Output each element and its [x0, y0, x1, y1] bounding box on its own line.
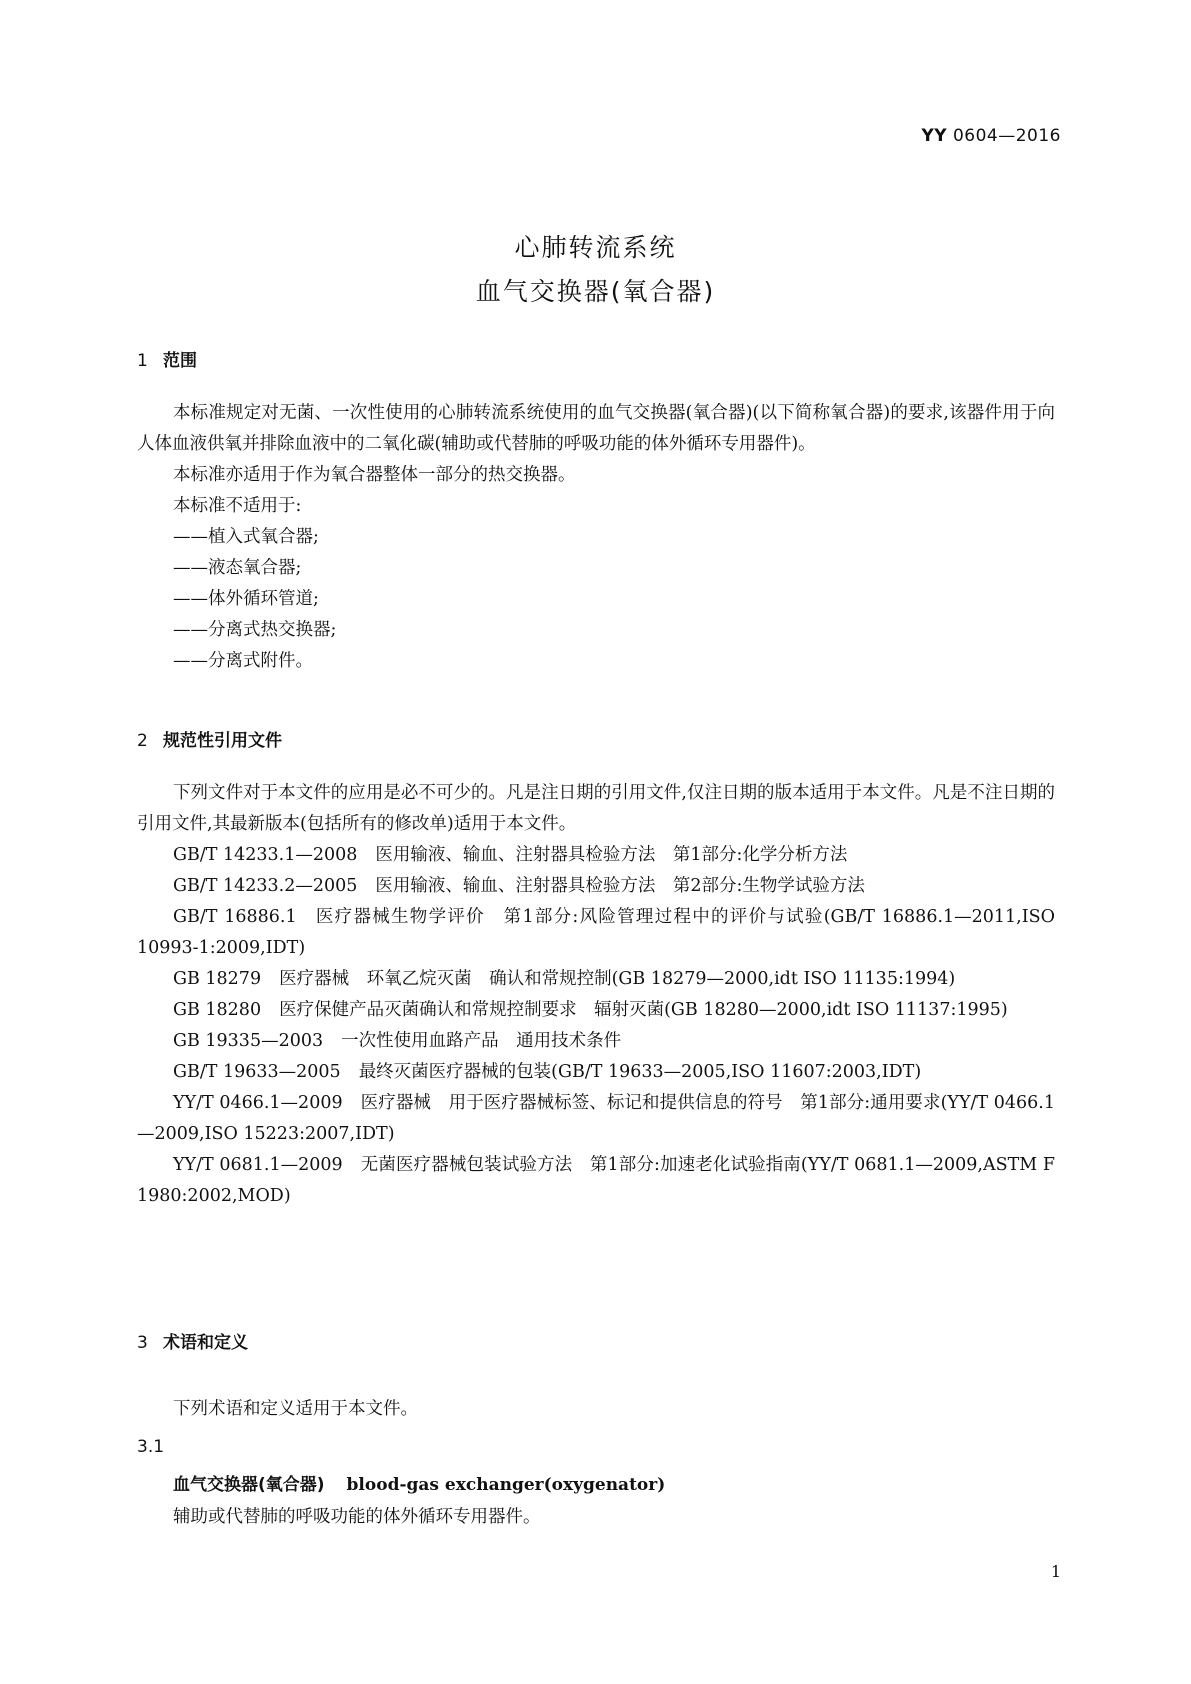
reference-entry: [137, 1088, 1055, 1150]
reference-code: YY/T 0466.1—2009: [173, 1093, 343, 1113]
standard-code: [921, 126, 1061, 146]
section1-paragraph: 本标准不适用于:: [173, 496, 302, 516]
term-number: 3.1: [137, 1437, 165, 1457]
reference-code: GB/T 16886.1: [173, 907, 297, 927]
section2-heading: [137, 726, 282, 751]
page-number: 1: [1050, 1562, 1061, 1581]
reference-entry: [137, 964, 1055, 995]
reference-entry: [137, 871, 1055, 902]
reference-code: GB/T 14233.1—2008: [173, 845, 358, 865]
reference-title: 医疗器械 用于医疗器械标签、标记和提供信息的符号 第1部分:通用要求(YY/T 0466.1—2009,ISO 15223:2007,IDT): [137, 1093, 1055, 1144]
document-title-line1: 心肺转流系统: [514, 233, 677, 262]
reference-title: 最终灭菌医疗器械的包装(GB/T 19633—2005,ISO 11607:2003,IDT): [358, 1062, 922, 1082]
section1-paragraph: 本标准规定对无菌、一次性使用的心肺转流系统使用的血气交换器(氧合器)(以下简称氧合器)的要求,该器件用于向人体血液供氧并排除血液中的二氧化碳(辅助或代替肺的呼吸功能的体外循环专用器件)。: [137, 403, 1055, 454]
exclusion-item: ——植入式氧合器;: [173, 527, 319, 547]
section1-title: 范围: [163, 351, 197, 371]
reference-title: 医疗保健产品灭菌确认和常规控制要求 辐射灭菌(GB 18280—2000,idt ISO 11137:1995): [279, 1000, 1008, 1020]
reference-entry: [137, 1057, 1055, 1088]
section3-intro: 下列术语和定义适用于本文件。: [173, 1399, 418, 1419]
reference-code: GB 18279: [173, 969, 262, 989]
exclusion-item: ——液态氧合器;: [173, 558, 302, 578]
term-heading: [173, 1470, 665, 1495]
reference-code: YY/T 0681.1—2009: [173, 1155, 343, 1175]
section1-body: [137, 398, 1055, 677]
section1-number: 1: [137, 351, 148, 371]
reference-title: 一次性使用血路产品 通用技术条件: [341, 1031, 622, 1051]
standard-code-prefix: YY: [921, 126, 948, 146]
section1-paragraph: 本标准亦适用于作为氧合器整体一部分的热交换器。: [173, 465, 576, 485]
reference-entry: [137, 1026, 1055, 1057]
term-definition: 辅助或代替肺的呼吸功能的体外循环专用器件。: [173, 1507, 541, 1527]
reference-entry: [137, 1150, 1055, 1212]
reference-title: 医用输液、输血、注射器具检验方法 第1部分:化学分析方法: [375, 845, 848, 865]
reference-title: 医用输液、输血、注射器具检验方法 第2部分:生物学试验方法: [375, 876, 865, 896]
section3-title: 术语和定义: [163, 1333, 248, 1353]
reference-title: 医疗器械生物学评价 第1部分:风险管理过程中的评价与试验(GB/T 16886.1—2011,ISO 10993-1:2009,IDT): [137, 907, 1055, 958]
reference-code: GB 18280: [173, 1000, 262, 1020]
reference-code: GB/T 19633—2005: [173, 1062, 341, 1082]
document-title-line2: 血气交换器(氧合器): [475, 277, 716, 306]
exclusion-item: ——体外循环管道;: [173, 589, 319, 609]
reference-title: 无菌医疗器械包装试验方法 第1部分:加速老化试验指南(YY/T 0681.1—2009,ASTM F 1980:2002,MOD): [137, 1155, 1055, 1206]
reference-entry: [137, 840, 1055, 871]
exclusion-item: ——分离式热交换器;: [173, 620, 337, 640]
section1-heading: [137, 346, 197, 371]
reference-entry: [137, 902, 1055, 964]
reference-code: GB 19335—2003: [173, 1031, 324, 1051]
reference-entry: [137, 995, 1055, 1026]
section3-number: 3: [137, 1333, 148, 1353]
standard-code-number: 0604—2016: [952, 126, 1061, 146]
term-chinese: 血气交换器(氧合器): [173, 1475, 325, 1495]
section2-body: [137, 778, 1055, 1212]
term-english: blood-gas exchanger(oxygenator): [346, 1475, 666, 1495]
section3-body: [137, 1394, 1055, 1425]
reference-code: GB/T 14233.2—2005: [173, 876, 358, 896]
section2-title: 规范性引用文件: [163, 731, 282, 751]
section2-number: 2: [137, 731, 148, 751]
exclusion-item: ——分离式附件。: [173, 651, 313, 671]
section3-heading: [137, 1328, 248, 1353]
reference-title: 医疗器械 环氧乙烷灭菌 确认和常规控制(GB 18279—2000,idt ISO 11135:1994): [279, 969, 956, 989]
section2-intro: 下列文件对于本文件的应用是必不可少的。凡是注日期的引用文件,仅注日期的版本适用于本文件。凡是不注日期的引用文件,其最新版本(包括所有的修改单)适用于本文件。: [137, 783, 1055, 834]
